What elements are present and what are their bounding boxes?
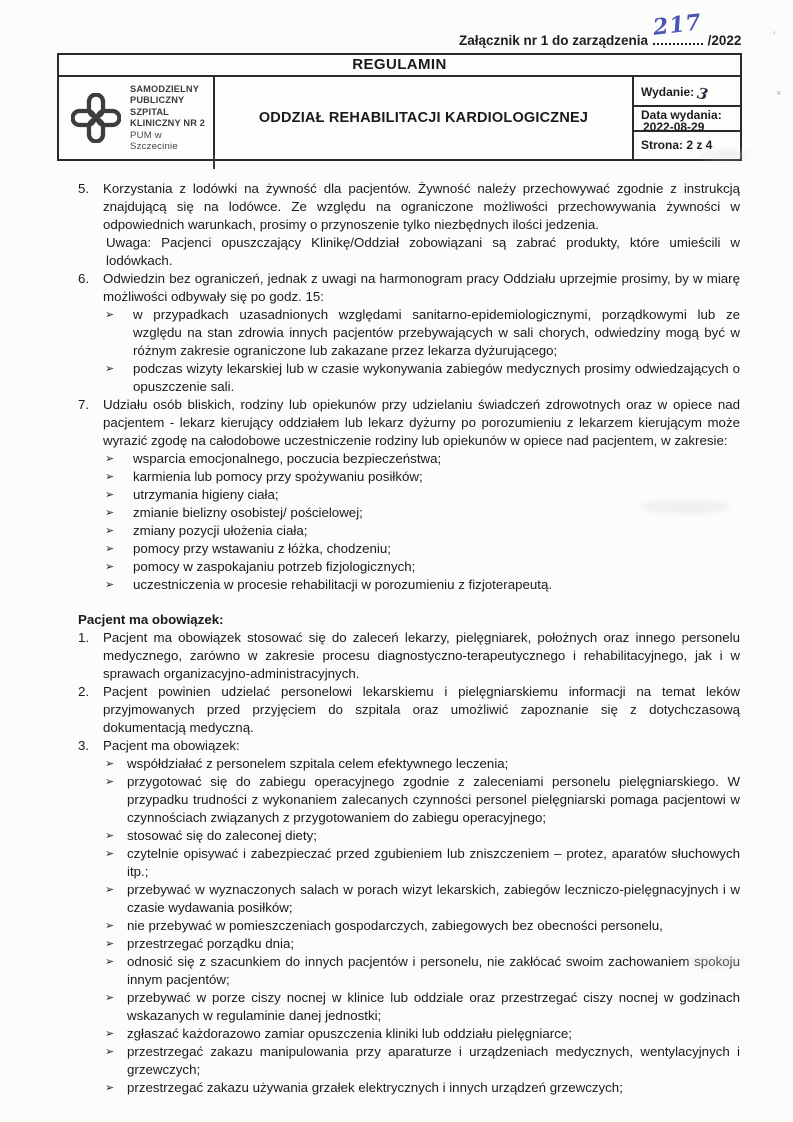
handwritten-edition-number: 3 (695, 84, 710, 104)
list-item (78, 737, 740, 1097)
bullet-text: przebywać w wyznaczonych salach w porach wizyt lekarskich, zabiegów leczniczo-pielęgnacyjnych i w czasie wydawania posiłków; (127, 882, 740, 915)
bullet-item (103, 540, 740, 558)
bullet-item (103, 468, 740, 486)
cross-links-icon (71, 93, 121, 143)
attachment-suffix: /2022 (707, 33, 742, 48)
item-number: 1. (78, 630, 90, 645)
bullet-text: przestrzegać zakazu używania grzałek elektrycznych i innych urządzeń grzewczych; (127, 1080, 623, 1095)
section-heading: Pacjent ma obowiązek: (78, 612, 224, 627)
list-item (78, 683, 740, 737)
list-item (78, 270, 740, 396)
document-body (78, 180, 740, 1097)
bullet-text: utrzymania higieny ciała; (133, 487, 279, 502)
bullet-text: czytelnie opisywać i zabezpieczać przed zgubieniem lub zniszczeniem – protez, aparatów słuchowych itp.; (127, 846, 740, 879)
scan-artifact: × (776, 88, 782, 98)
department-title: ODDZIAŁ REHABILITACJI KARDIOLOGICZNEJ (258, 110, 589, 126)
edition-label: Wydanie: (641, 85, 695, 99)
arrow-bullet-icon: ➢ (105, 955, 115, 968)
arrow-bullet-icon: ➢ (105, 847, 115, 860)
item-text: Odwiedzin bez ograniczeń, jednak z uwagi na harmonogram pracy Oddziału uprzejmie prosimy, by w miarę możliwości odbywały się po godz. 15: (103, 271, 740, 304)
arrow-bullet-icon: ➢ (105, 1045, 115, 1058)
item-text: Pacjent ma obowiązek stosować się do zaleceń lekarzy, pielęgniarek, położnych oraz innego personelu medycznego, zarówno w zakresie procesu diagnostyczno-terapeutycznego i rehabilitacyjnego, jak i w sprawach organizacyjno-administracyjnych. (103, 630, 740, 681)
arrow-bullet-icon: ➢ (105, 578, 115, 591)
bullet-item (103, 1079, 740, 1097)
bullet-item (103, 953, 740, 989)
attachment-note (459, 9, 742, 48)
arrow-bullet-icon: ➢ (105, 883, 115, 896)
bullet-item (103, 1043, 740, 1079)
bullet-text: zmianie bielizny osobistej/ pościelowej; (133, 505, 363, 520)
item-text: Pacjent powinien udzielać personelowi lekarskiemu i pielęgniarskiemu informacji na temat leków przyjmowanych przed przyjęciem do szpitala oraz umożliwić zapoznanie się z dotychczasową dokumentacją medyczną. (103, 684, 740, 735)
bullet-text: współdziałać z personelem szpitala celem efektywnego leczenia; (127, 756, 509, 771)
scan-artifact (213, 155, 215, 169)
arrow-bullet-icon: ➢ (105, 560, 115, 573)
arrow-bullet-icon: ➢ (105, 308, 115, 321)
bullet-text: odnosić się z szacunkiem do innych pacjentów i personelu, nie zakłócać swoim zachowaniem spokoju innym pacjentów; (127, 954, 740, 987)
bullet-text: nie przebywać w pomieszczeniach gospodarczych, zabiegowych bez obecności personelu, (127, 918, 663, 933)
dotted-line (651, 9, 704, 45)
bullet-item (103, 917, 740, 935)
list-item (78, 180, 740, 270)
arrow-bullet-icon: ➢ (105, 362, 115, 375)
edition-cell (634, 77, 740, 107)
arrow-bullet-icon: ➢ (105, 991, 115, 1004)
arrow-bullet-icon: ➢ (105, 506, 115, 519)
hospital-logo-cell (59, 77, 215, 159)
item-note: Uwaga: Pacjenci opuszczający Klinikę/Oddział zobowiązani są zabrać produkty, które umieścili w lodówkach. (106, 235, 740, 268)
bullet-text: przygotować się do zabiegu operacyjnego zgodnie z zaleceniami personelu pielęgniarskiego. W przypadku trudności z wykonaniem zalecanych czynności personel pielęgniarski pomaga pacjentowi w czynnościach związanych z przygotowaniem do zabiegu operacyjnego; (127, 774, 740, 825)
arrow-bullet-icon: ➢ (105, 524, 115, 537)
scan-artifact (640, 500, 730, 514)
arrow-bullet-icon: ➢ (105, 1081, 115, 1094)
duties-list (78, 629, 740, 1097)
issue-date-label: Data wydania: (641, 108, 722, 122)
arrow-bullet-icon: ➢ (105, 1027, 115, 1040)
bullet-item (103, 755, 740, 773)
item-number: 5. (78, 181, 90, 196)
bullet-text: w przypadkach uzasadnionych względami sanitarno-epidemiologicznymi, porządkowymi lub ze względu na stan zdrowia innych pacjentów przebywających w sali chorych, odwiedziny mogą być w różnym zakresie ograniczone lub zakazane przez lekarza dyżurującego; (133, 307, 740, 358)
arrow-bullet-icon: ➢ (105, 937, 115, 950)
header-table (57, 53, 742, 161)
bullet-item (103, 558, 740, 576)
bullet-text: przebywać w porze ciszy nocnej w klinice lub oddziale oraz przestrzegać ciszy nocnej w godzinach wskazanych w regulaminie danej jednostki; (127, 990, 740, 1023)
issue-date-cell (634, 107, 740, 132)
bullet-item (103, 576, 740, 594)
bullet-item (103, 450, 740, 468)
item-number: 2. (78, 684, 90, 699)
hospital-name-line: SAMODZIELNY (130, 83, 200, 94)
arrow-bullet-icon: ➢ (105, 488, 115, 501)
bullet-item (103, 935, 740, 953)
issue-date-value: 2022-08-29 (643, 120, 705, 134)
hospital-name-subline: PUM w Szczecinie (130, 129, 178, 152)
arrow-bullet-icon: ➢ (105, 470, 115, 483)
bullet-item (103, 881, 740, 917)
bullet-item (103, 773, 740, 827)
list-item (78, 629, 740, 683)
bullet-item (103, 845, 740, 881)
item-number: 7. (78, 397, 90, 412)
scan-artifact (685, 955, 745, 967)
bullet-item (103, 486, 740, 504)
bullet-item (103, 306, 740, 360)
bullet-item (103, 827, 740, 845)
item-text: Korzystania z lodówki na żywność dla pacjentów. Żywność należy przechowywać zgodnie z instrukcją znajdującą się na lodówce. Ze względu na ograniczone możliwości przechowywania żywności w odpowiednich warunkach, prosimy o przynoszenie tylko niezbędnych ilości jedzenia. (103, 181, 740, 232)
hospital-name (130, 84, 209, 153)
item-number: 3. (78, 738, 90, 753)
bullet-text: podczas wizyty lekarskiej lub w czasie wykonywania zabiegów medycznych prosimy odwiedzających o opuszczenie sali. (133, 361, 740, 394)
arrow-bullet-icon: ➢ (105, 542, 115, 555)
bullet-text: pomocy w zaspokajaniu potrzeb fizjologicznych; (133, 559, 416, 574)
item-text: Udziału osób bliskich, rodziny lub opiekunów przy udzielaniu świadczeń zdrowotnych oraz w opiece nad pacjentem - lekarz kierujący oddziałem lub lekarz dyżurny po porozumieniu z lekarzem kierującym może wyrazić zgodę na całodobowe uczestniczenie rodziny lub opiekunów w opiece nad pacjentem, w zakresie: (103, 397, 740, 448)
bullet-item (103, 522, 740, 540)
item-text: Pacjent ma obowiązek: (103, 738, 240, 753)
bullet-text: przestrzegać porządku dnia; (127, 936, 295, 951)
bullet-text: zmiany pozycji ułożenia ciała; (133, 523, 308, 538)
hospital-name-line: KLINICZNY NR 2 (130, 118, 206, 128)
bullet-item (103, 360, 740, 396)
attachment-prefix: Załącznik nr 1 do zarządzenia (459, 33, 649, 48)
arrow-bullet-icon: ➢ (105, 757, 115, 770)
bullet-text: wsparcia emocjonalnego, poczucia bezpieczeństwa; (133, 451, 442, 466)
list-item (78, 396, 740, 594)
arrow-bullet-icon: ➢ (105, 775, 115, 788)
bullet-item (103, 989, 740, 1025)
arrow-bullet-icon: ➢ (105, 829, 115, 842)
hospital-name-line: PUBLICZNY SZPITAL (130, 95, 185, 117)
bullet-text: uczestniczenia w procesie rehabilitacji w porozumieniu z fizjoterapeutą. (133, 577, 553, 592)
rules-list (78, 180, 740, 594)
bullet-text: przestrzegać zakazu manipulowania przy aparaturze i urządzeniach medycznych, wentylacyjnych i grzewczych; (127, 1044, 740, 1077)
handwritten-order-number: 217 (651, 9, 704, 41)
page-number-cell: Strona: 2 z 4 (641, 138, 713, 152)
bullet-text: pomocy przy wstawaniu z łóżka, chodzeniu; (133, 541, 391, 556)
bullet-text: karmienia lub pomocy przy spożywaniu posiłków; (133, 469, 423, 484)
bullet-text: stosować się do zaleconej diety; (127, 828, 317, 843)
arrow-bullet-icon: ➢ (105, 919, 115, 932)
scan-artifact (700, 150, 750, 160)
bullet-text: zgłaszać każdorazowo zamiar opuszczenia kliniki lub oddziału pielęgniarce; (127, 1026, 572, 1041)
arrow-bullet-icon: ➢ (105, 452, 115, 465)
scan-artifact: ’ (773, 30, 776, 42)
document-meta (632, 77, 740, 159)
bullet-item (103, 1025, 740, 1043)
item-number: 6. (78, 271, 90, 286)
document-title: REGULAMIN (59, 55, 740, 77)
